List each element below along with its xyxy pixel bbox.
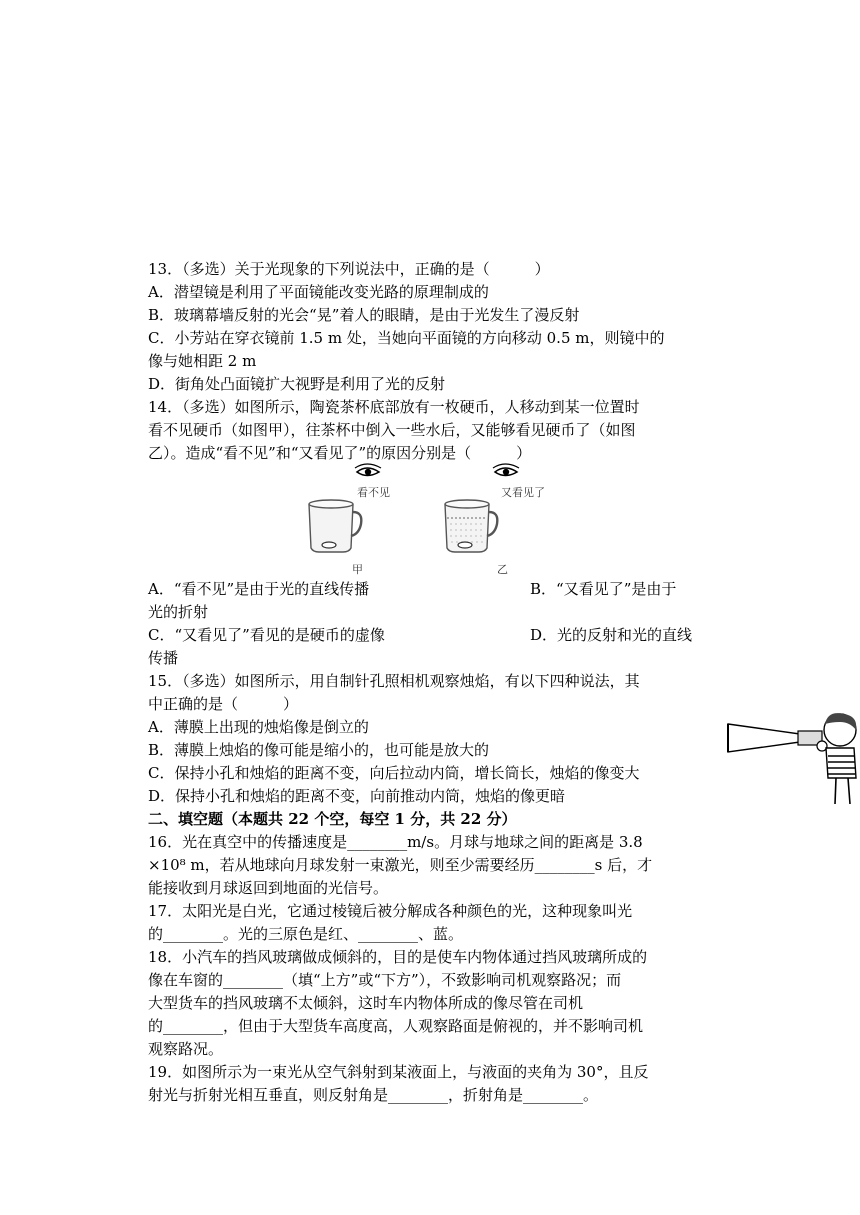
q16-line1: 16．光在真空中的传播速度是________m/s。月球与地球之间的距离是 3.8 <box>148 833 643 851</box>
q14-option-d-line2: 传播 <box>148 649 179 667</box>
cup-with-water <box>445 500 497 552</box>
q14-option-a: A．“看不见”是由于光的直线传播 <box>148 580 370 598</box>
q13-option-c-line2: 像与她相距 2 m <box>148 352 257 370</box>
q17-line1: 17．太阳光是白光，它通过棱镜后被分解成各种颜色的光，这种现象叫光 <box>148 902 633 920</box>
eye-icon-right <box>493 464 519 476</box>
section2-title: 二、填空题（本题共 22 个空，每空 1 分，共 22 分） <box>148 810 517 828</box>
q18-line4: 的________，但由于大型货车高度高，人观察路面是俯视的，并不影响司机 <box>148 1017 644 1035</box>
q18-line2: 像在车窗的________（填“上方”或“下方”），不致影响司机观察路况；而 <box>148 971 622 989</box>
q14-option-c: C．“又看见了”看见的是硬币的虚像 <box>148 626 385 644</box>
q14-option-b-line1: B．“又看见了”是由于 <box>530 580 677 598</box>
q15-option-c: C．保持小孔和烛焰的距离不变，向后拉动内筒，增长筒长，烛焰的像变大 <box>148 764 640 782</box>
q15-stem-line2: 中正确的是（ ） <box>148 695 299 713</box>
q13-stem: 13．（多选）关于光现象的下列说法中，正确的是（ ） <box>148 260 550 278</box>
q14-stem-line1: 14．（多选）如图所示，陶瓷茶杯底部放有一枚硬币，人移动到某一位置时 <box>148 398 640 416</box>
fig-caption-left: 看不见 <box>357 486 390 499</box>
q13-option-c-line1: C．小芳站在穿衣镜前 1.5 m 处，当她向平面镜的方向移动 0.5 m，则镜中的 <box>148 329 665 347</box>
q15-option-d: D．保持小孔和烛焰的距离不变，向前推动内筒，烛焰的像更暗 <box>148 787 566 805</box>
q19-line1: 19．如图所示为一束光从空气斜射到某液面上，与液面的夹角为 30°，且反 <box>148 1063 649 1081</box>
q14-option-b-line2: 光的折射 <box>148 603 209 621</box>
q18-line1: 18．小汽车的挡风玻璃做成倾斜的，目的是使车内物体通过挡风玻璃所成的 <box>148 948 648 966</box>
q15-stem-line1: 15．（多选）如图所示，用自制针孔照相机观察烛焰，有以下四种说法，其 <box>148 672 640 690</box>
q15-option-b: B．薄膜上烛焰的像可能是缩小的，也可能是放大的 <box>148 741 490 759</box>
q16-line2: ×10⁸ m，若从地球向月球发射一束激光，则至少需要经历________s 后，才 <box>148 856 653 874</box>
eye-icon-left <box>355 464 381 476</box>
q13-option-b: B．玻璃幕墙反射的光会“晃”着人的眼睛，是由于光发生了漫反射 <box>148 306 580 324</box>
q18-line3: 大型货车的挡风玻璃不太倾斜，这时车内物体所成的像尽管在司机 <box>148 994 584 1012</box>
q14-stem-line3: 乙）。造成“看不见”和“又看见了”的原因分别是（ ） <box>148 444 532 462</box>
fig-label-right: 乙 <box>497 563 508 576</box>
q13-option-a: A．潜望镜是利用了平面镜能改变光路的原理制成的 <box>148 283 489 301</box>
q14-option-d-line1: D．光的反射和光的直线 <box>530 626 693 644</box>
q17-line2: 的________。光的三原色是红、________、蓝。 <box>148 925 464 943</box>
fig-label-left: 甲 <box>352 563 363 576</box>
q16-line3: 能接收到月球返回到地面的光信号。 <box>148 879 389 897</box>
fig-caption-right: 又看见了 <box>501 486 545 499</box>
q19-line2: 射光与折射光相互垂直，则反射角是________，折射角是________。 <box>148 1086 599 1104</box>
pinhole-camera-figure <box>722 712 860 808</box>
q18-line5: 观察路况。 <box>148 1040 224 1058</box>
q13-option-d: D．街角处凸面镜扩大视野是利用了光的反射 <box>148 375 446 393</box>
q15-option-a: A．薄膜上出现的烛焰像是倒立的 <box>148 718 369 736</box>
q14-stem-line2: 看不见硬币（如图甲），往茶杯中倒入一些水后，又能够看见硬币了（如图 <box>148 421 636 439</box>
cup-without-water <box>309 500 361 552</box>
teacup-figure <box>295 462 565 577</box>
